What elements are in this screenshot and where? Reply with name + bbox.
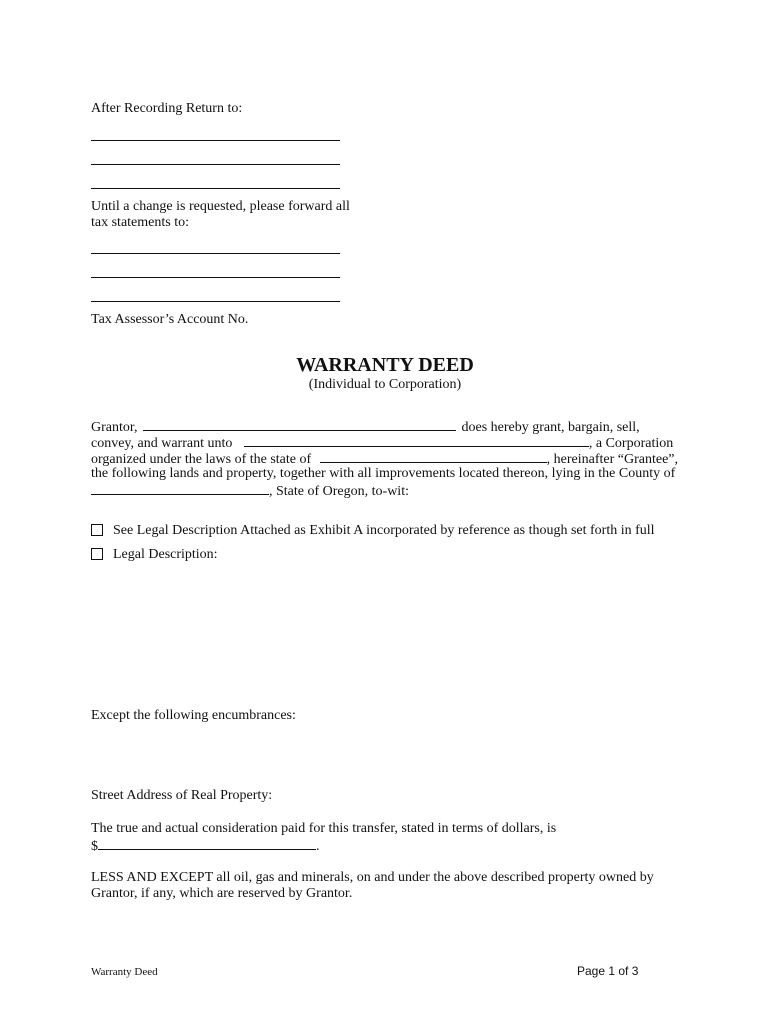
county-suffix: , State of Oregon, to-wit: [269,484,409,499]
exhibit-a-label: See Legal Description Attached as Exhibit A incorporated by reference as though set forth in full [113,523,655,538]
less-except-line-2: Grantor, if any, which are reserved by Grantor. [91,886,353,901]
tax-statements-label-line-2: tax statements to: [91,215,189,230]
organized-suffix: , hereinafter “Grantee”, [546,452,679,467]
county-field[interactable] [91,482,269,495]
footer-document-name: Warranty Deed [91,966,158,978]
less-except-line-1: LESS AND EXCEPT all oil, gas and minerals, on and under the above described property owned by [91,870,654,885]
lands-line: the following lands and property, together with all improvements located thereon, lying in the County of [91,466,676,481]
page-title: WARRANTY DEED [296,354,474,376]
grantor-name-field[interactable] [143,418,456,431]
return-address-line-3[interactable] [91,188,340,189]
consideration-amount-field[interactable] [98,837,316,850]
consideration-line-1: The true and actual consideration paid for this transfer, stated in terms of dollars, is [91,821,557,836]
page-subtitle: (Individual to Corporation) [308,377,462,392]
tax-statements-label-line-1: Until a change is requested, please forward all [91,199,350,214]
convey-prefix: convey, and warrant unto [91,436,233,451]
grantor-prefix: Grantor, [91,420,138,435]
legal-description-checkbox[interactable] [91,548,103,560]
tax-address-line-1[interactable] [91,253,340,254]
dollar-sign: $ [91,839,98,854]
exhibit-a-checkbox[interactable] [91,524,103,536]
convey-suffix: , a Corporation [588,436,674,451]
organized-prefix: organized under the laws of the state of [91,452,312,467]
state-of-organization-field[interactable] [320,450,547,463]
footer-page-number: Page 1 of 3 [577,964,639,978]
return-address-line-2[interactable] [91,164,340,165]
legal-description-label: Legal Description: [113,547,218,562]
street-address-label: Street Address of Real Property: [91,788,273,803]
county-line [91,482,409,500]
grantee-name-field[interactable] [244,434,589,447]
tax-address-line-2[interactable] [91,277,340,278]
encumbrances-label: Except the following encumbrances: [91,708,296,723]
return-address-line-1[interactable] [91,140,340,141]
grantor-suffix: does hereby grant, bargain, sell, [461,420,640,435]
after-recording-label: After Recording Return to: [91,101,243,116]
consideration-line-2 [91,837,320,855]
tax-address-line-3[interactable] [91,301,340,302]
consideration-period: . [316,839,320,854]
account-no-label: Tax Assessor’s Account No. [91,312,249,327]
